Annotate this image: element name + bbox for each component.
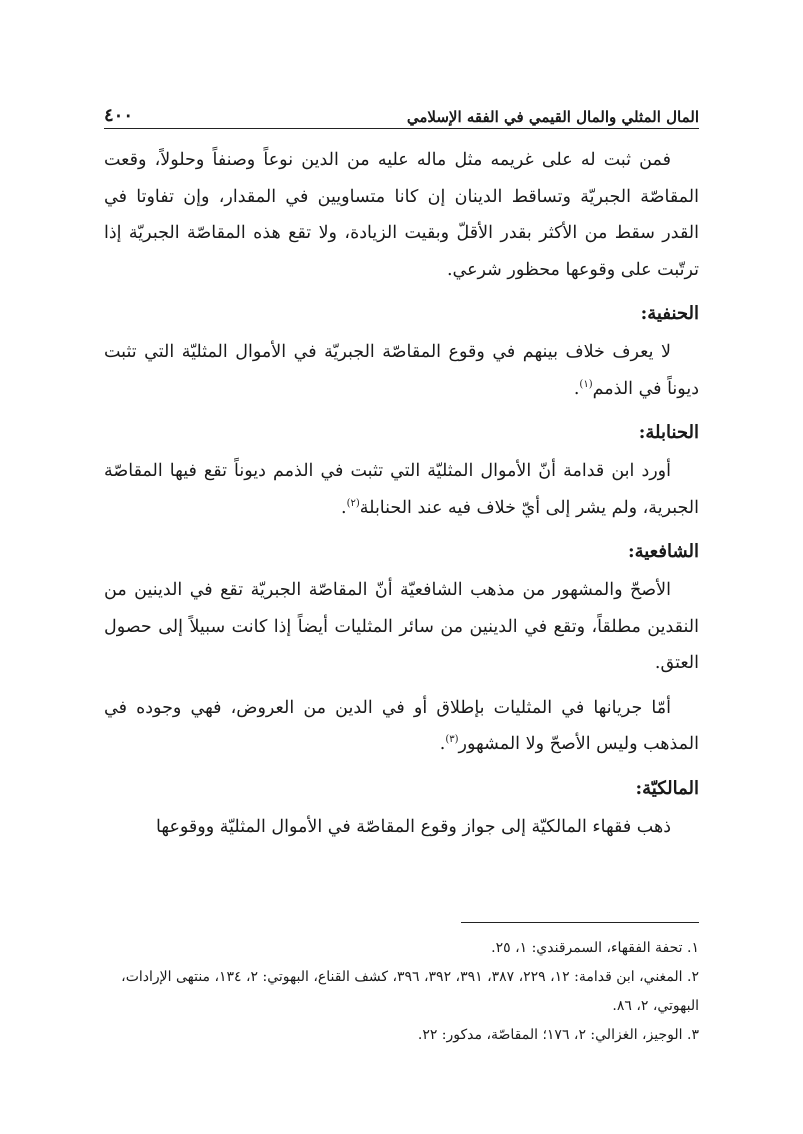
footnote-ref-2[interactable]: (٢) — [346, 497, 360, 509]
footnote-2: ٢. المغني، ابن قدامة: ١٢، ٢٢٩، ٣٨٧، ٣٩١، ٣٩٢، ٣٩٦، كشف القناع، البهوتي: ٢، ١٣٤، منتهى الإرادات، البهوتي، ٢، ٨٦. — [121, 969, 699, 1014]
footnote-divider — [461, 922, 699, 923]
paragraph-hanafi: لا يعرف خلاف بينهم في وقوع المقاصّة الجبريّة في الأموال المثليّة التي تثبت ديوناً في الذمم$^{(١)}$. — [104, 342, 699, 399]
paragraph-maliki: ذهب فقهاء المالكيّة إلى جواز وقوع المقاصّة في الأموال المثليّة ووقوعها — [156, 816, 671, 837]
page-number: ٤٠٠ — [104, 105, 134, 126]
footnote-ref-1[interactable]: (١) — [579, 378, 593, 390]
header-divider — [104, 128, 699, 129]
paragraph-shafii-2-text: أمّا جريانها في المثليات بإطلاق أو في الدين من العروض، فهي وجوده في المذهب وليس الأصحّ ولا المشهور — [104, 697, 699, 754]
paragraph-hanafi-text: لا يعرف خلاف بينهم في وقوع المقاصّة الجبريّة في الأموال المثليّة التي تثبت ديوناً في الذمم — [104, 342, 699, 399]
paragraph-shafii-2: أمّا جريانها في المثليات بإطلاق أو في الدين من العروض، فهي وجوده في المذهب وليس الأصحّ ولا المشهور$^{(٣)}$. — [104, 697, 699, 754]
footnotes — [104, 934, 699, 1050]
paragraph-hanabila: أورد ابن قدامة أنّ الأموال المثليّة التي تثبت في الذمم ديوناً تقع فيها المقاصّة الجبرية، ولم يشر إلى أيّ خلاف فيه عند الحنابلة$^{(٢)}$. — [104, 461, 699, 518]
paragraph-intro: فمن ثبت له على غريمه مثل ماله عليه من الدين نوعاً وصنفاً وحلولاً، وقعت المقاصّة الجبريّة وتساقط الدينان إن كانا متساويين في المقدار، وإن تفاوتا في القدر سقط من الأكثر بقدر الأقلّ وبقيت الزيادة، ولا تقع هذه المقاصّة الجبريّة إذا ترتّبت على وقوعها محظور شرعي. — [104, 150, 699, 280]
footnote-1: ١. تحفة الفقهاء، السمرقندي: ١، ٢٥. — [491, 940, 699, 956]
footnote-ref-3[interactable]: (٣) — [445, 734, 459, 746]
running-header — [104, 92, 699, 126]
heading-maliki: المالكيّة: — [635, 777, 699, 799]
heading-hanabila: الحنابلة: — [638, 422, 699, 443]
paragraph-shafii: الأصحّ والمشهور من مذهب الشافعيّة أنّ المقاصّة الجبريّة تقع في الدينين من النقدين مطلقاً، وتقع في الدينين من سائر المثليات أيضاً إذا كانت سبيلاً إلى حصول العتق. — [104, 580, 699, 673]
paragraph-hanabila-text: أورد ابن قدامة أنّ الأموال المثليّة التي تثبت في الذمم ديوناً تقع فيها المقاصّة الجبرية، ولم يشر إلى أيّ خلاف فيه عند الحنابلة — [104, 461, 699, 518]
page-body — [104, 142, 699, 853]
header-title: المال المثلي والمال القيمي في الفقه الإسلامي — [406, 108, 699, 126]
heading-shafii: الشافعية: — [627, 541, 699, 562]
heading-hanafi: الحنفية: — [640, 303, 699, 324]
footnote-3: ٣. الوجيز، الغزالي: ٢، ١٧٦؛ المقاصّة، مدكور: ٢٢. — [417, 1027, 699, 1043]
